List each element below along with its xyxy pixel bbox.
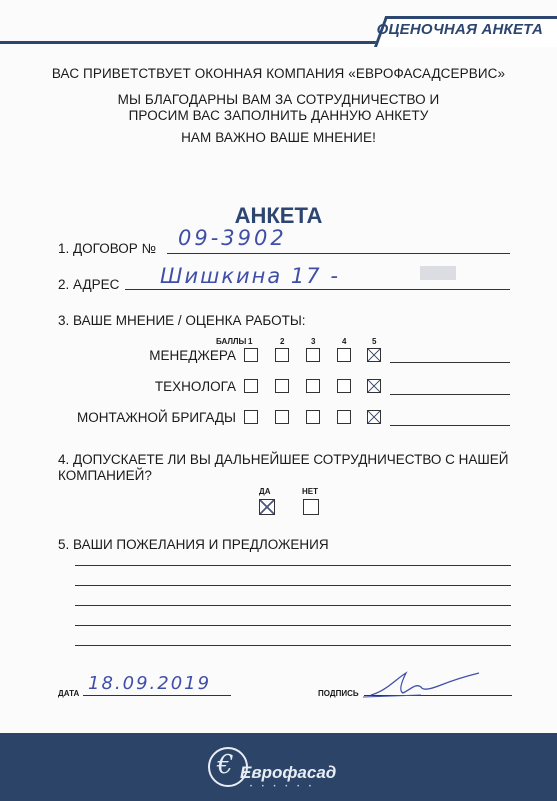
- row-label-manager: МЕНЕДЖЕРА: [149, 348, 236, 363]
- intro-line-4: НАМ ВАЖНО ВАШЕ МНЕНИЕ!: [181, 130, 376, 145]
- contract-value[interactable]: 09-3902: [178, 226, 287, 250]
- form-title: АНКЕТА: [234, 203, 323, 228]
- manager-score-4[interactable]: [337, 348, 351, 362]
- scale-1: 1: [248, 337, 253, 346]
- manager-comment-line: [390, 362, 510, 363]
- no-label: НЕТ: [302, 487, 318, 496]
- technologist-score-2[interactable]: [275, 379, 289, 393]
- technologist-comment-line: [390, 394, 510, 395]
- logo-e-icon: €: [217, 750, 234, 780]
- yes-label: ДА: [259, 487, 271, 496]
- redacted-area: [420, 266, 456, 280]
- suggestions-line-2[interactable]: [75, 585, 511, 586]
- row-label-technologist: ТЕХНОЛОГА: [154, 379, 236, 394]
- address-label: 2. АДРЕС: [58, 277, 120, 292]
- intro-line-3: ПРОСИМ ВАС ЗАПОЛНИТЬ ДАННУЮ АНКЕТУ: [128, 108, 429, 123]
- no-checkbox[interactable]: [303, 499, 319, 515]
- technologist-score-1[interactable]: [244, 379, 258, 393]
- manager-score-5[interactable]: [367, 348, 381, 362]
- brand-logo-text: Еврофасад: [240, 763, 337, 782]
- date-underline: [83, 695, 231, 696]
- manager-score-2[interactable]: [275, 348, 289, 362]
- page-title: ОЦЕНОЧНАЯ АНКЕТА: [376, 21, 543, 38]
- date-value[interactable]: 18.09.2019: [88, 673, 212, 694]
- scale-2: 2: [280, 337, 285, 346]
- signature-mark: [361, 669, 481, 699]
- scale-5: 5: [372, 337, 377, 346]
- contract-underline: [167, 253, 510, 254]
- yes-checkbox[interactable]: [259, 499, 275, 515]
- intro-line-2: МЫ БЛАГОДАРНЫ ВАМ ЗА СОТРУДНИЧЕСТВО И: [117, 92, 440, 107]
- address-value[interactable]: Шишкина 17 -: [160, 264, 340, 288]
- installers-score-4[interactable]: [337, 410, 351, 424]
- row-label-installers: МОНТАЖНОЙ БРИГАДЫ: [77, 410, 236, 425]
- manager-score-3[interactable]: [306, 348, 320, 362]
- installers-score-5[interactable]: [367, 410, 381, 424]
- scale-label: БАЛЛЫ: [216, 337, 247, 346]
- suggestions-label: 5. ВАШИ ПОЖЕЛАНИЯ И ПРЕДЛОЖЕНИЯ: [58, 537, 329, 552]
- suggestions-line-3[interactable]: [75, 605, 511, 606]
- date-label: ДАТА: [58, 689, 80, 698]
- technologist-score-3[interactable]: [306, 379, 320, 393]
- suggestions-line-4[interactable]: [75, 625, 511, 626]
- scale-4: 4: [342, 337, 347, 346]
- intro-line-1: ВАС ПРИВЕТСТВУЕТ ОКОННАЯ КОМПАНИЯ «ЕВРОФАСАДСЕРВИС»: [51, 66, 506, 81]
- rating-question: 3. ВАШЕ МНЕНИЕ / ОЦЕНКА РАБОТЫ:: [58, 313, 306, 328]
- suggestions-line-1[interactable]: [75, 565, 511, 566]
- suggestions-line-5[interactable]: [75, 645, 511, 646]
- cooperation-question-line-1: 4. ДОПУСКАЕТЕ ЛИ ВЫ ДАЛЬНЕЙШЕЕ СОТРУДНИЧЕСТВО С НАШЕЙ: [58, 452, 509, 467]
- logo-dots-decoration: • • • • • •: [250, 784, 315, 790]
- cooperation-question-line-2: КОМПАНИЕЙ?: [58, 468, 152, 483]
- manager-score-1[interactable]: [244, 348, 258, 362]
- technologist-score-4[interactable]: [337, 379, 351, 393]
- contract-label: 1. ДОГОВОР №: [58, 241, 157, 256]
- installers-score-1[interactable]: [244, 410, 258, 424]
- address-underline: [125, 289, 510, 290]
- scale-3: 3: [311, 337, 316, 346]
- installers-score-3[interactable]: [306, 410, 320, 424]
- signature-label: ПОДПИСЬ: [318, 689, 359, 698]
- installers-comment-line: [390, 425, 510, 426]
- installers-score-2[interactable]: [275, 410, 289, 424]
- technologist-score-5[interactable]: [367, 379, 381, 393]
